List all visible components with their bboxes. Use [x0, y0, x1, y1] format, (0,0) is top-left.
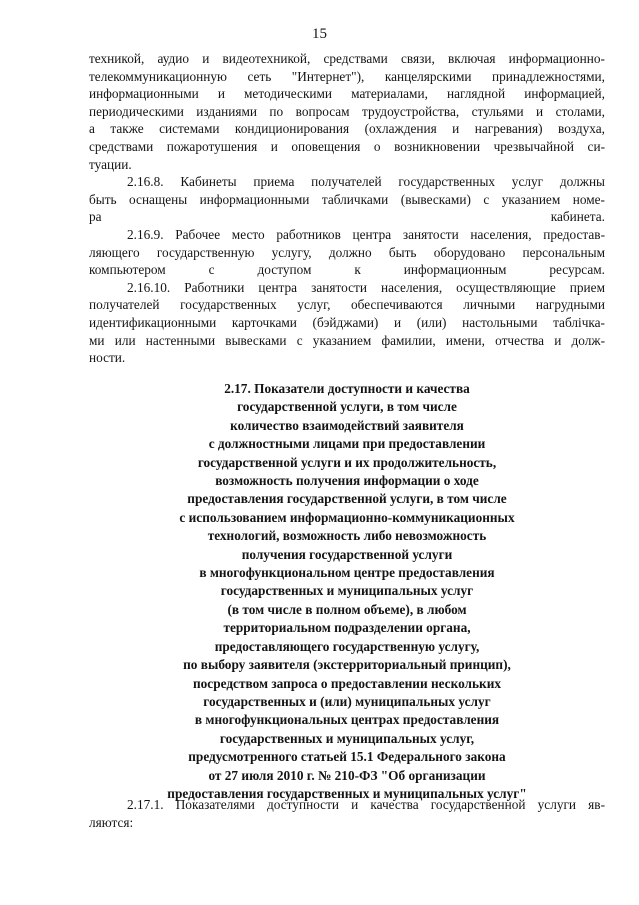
text-line: 2.16.8. Кабинеты приема получателей государственных услуг должны [127, 174, 605, 190]
heading-line: предоставляющего государственную услугу, [214, 638, 480, 654]
heading-line: предусмотренного статьей 15.1 Федерального закона [188, 749, 506, 765]
heading-line: посредством запроса о предоставлении нескольких [192, 675, 502, 691]
heading-line: количество взаимодействий заявителя [230, 417, 464, 433]
paragraph-2-16-9 [89, 226, 605, 279]
heading-line: возможность получения информации о ходе [215, 473, 479, 489]
section-heading-2-17 [89, 380, 605, 803]
text-line: 2.16.10. Работники центра занятости населения, осуществляющие прием [127, 279, 605, 295]
heading-line: предоставления государственной услуги, в том числе [187, 491, 507, 507]
heading-line: государственных и муниципальных услуг [220, 583, 474, 599]
heading-line: государственной услуги, в том числе [237, 399, 457, 415]
heading-line: от 27 июля 2010 г. № 210-ФЗ "Об организации [208, 767, 486, 783]
text-line: периодическими изданиями по вопросам трудоустройства, стульями и столами, [89, 103, 605, 119]
text-line: информационными и методическими материалами, наглядной информацией, [89, 86, 605, 102]
text-line: ра кабинета. [89, 209, 605, 225]
heading-line: с использованием информационно-коммуникационных [179, 509, 515, 525]
heading-line: территориальном подразделении органа, [223, 620, 471, 636]
paragraph-intro [89, 50, 605, 173]
body-text-top [89, 50, 605, 367]
heading-line: в многофункциональном центре предоставления [199, 565, 495, 581]
text-line: 2.16.9. Рабочее место работников центра занятости населения, предостав- [127, 226, 605, 242]
heading-line: в многофункциональных центрах предоставления [194, 712, 500, 728]
page-number: 15 [312, 26, 327, 42]
heading-line: (в том числе в полном объеме), в любом [227, 601, 467, 617]
text-line: средствами пожаротушения и оповещения о возникновении чрезвычайной си- [89, 138, 605, 154]
text-line: а также системами кондиционирования (охлаждения и нагревания) воздуха, [89, 121, 605, 137]
text-line: идентификационными карточками (бэйджами) и (или) настольными таблічка- [89, 314, 605, 330]
text-line: компьютером с доступом к информационным ресурсам. [89, 262, 605, 278]
heading-line: с должностными лицами при предоставлении [208, 436, 486, 452]
text-line: 2.17.1. Показателями доступности и качества государственной услуги яв- [127, 797, 605, 812]
text-line: туации. [89, 156, 132, 172]
text-line: получателей государственных услуг, обеспечиваются личными нагрудными [89, 297, 605, 313]
text-line: ляются: [89, 814, 134, 830]
heading-line: 2.17. Показатели доступности и качества [224, 381, 470, 396]
heading-line: государственных и (или) муниципальных услуг [203, 693, 491, 709]
text-line: ми или настенными вывесками с указанием фамилии, имени, отчества и долж- [89, 332, 605, 348]
heading-line: государственной услуги и их продолжительность, [197, 454, 497, 470]
text-line: техникой, аудио и видеотехникой, средствами связи, включая информационно- [89, 51, 605, 66]
text-line: ности. [89, 350, 126, 366]
paragraph-2-17-1 [89, 796, 605, 831]
heading-line: предоставления государственных и муниципальных услуг" [167, 785, 527, 801]
paragraph-2-16-10 [89, 279, 605, 367]
heading-line: государственных и муниципальных услуг, [219, 730, 475, 746]
body-text-bottom [89, 796, 605, 831]
heading-line: по выбору заявителя (экстерриториальный принцип), [183, 657, 511, 673]
paragraph-2-16-8 [89, 173, 605, 226]
heading-line: технологий, возможность либо невозможность [207, 528, 487, 544]
text-line: ляющего государственную услугу, должно быть оборудовано персональным [89, 244, 605, 260]
text-line: быть оснащены информационными табличками (вывесками) с указанием номе- [89, 191, 605, 207]
heading-line: получения государственной услуги [241, 546, 453, 562]
text-line: телекоммуникационную сеть "Интернет"), канцелярскими принадлежностями, [89, 68, 605, 84]
